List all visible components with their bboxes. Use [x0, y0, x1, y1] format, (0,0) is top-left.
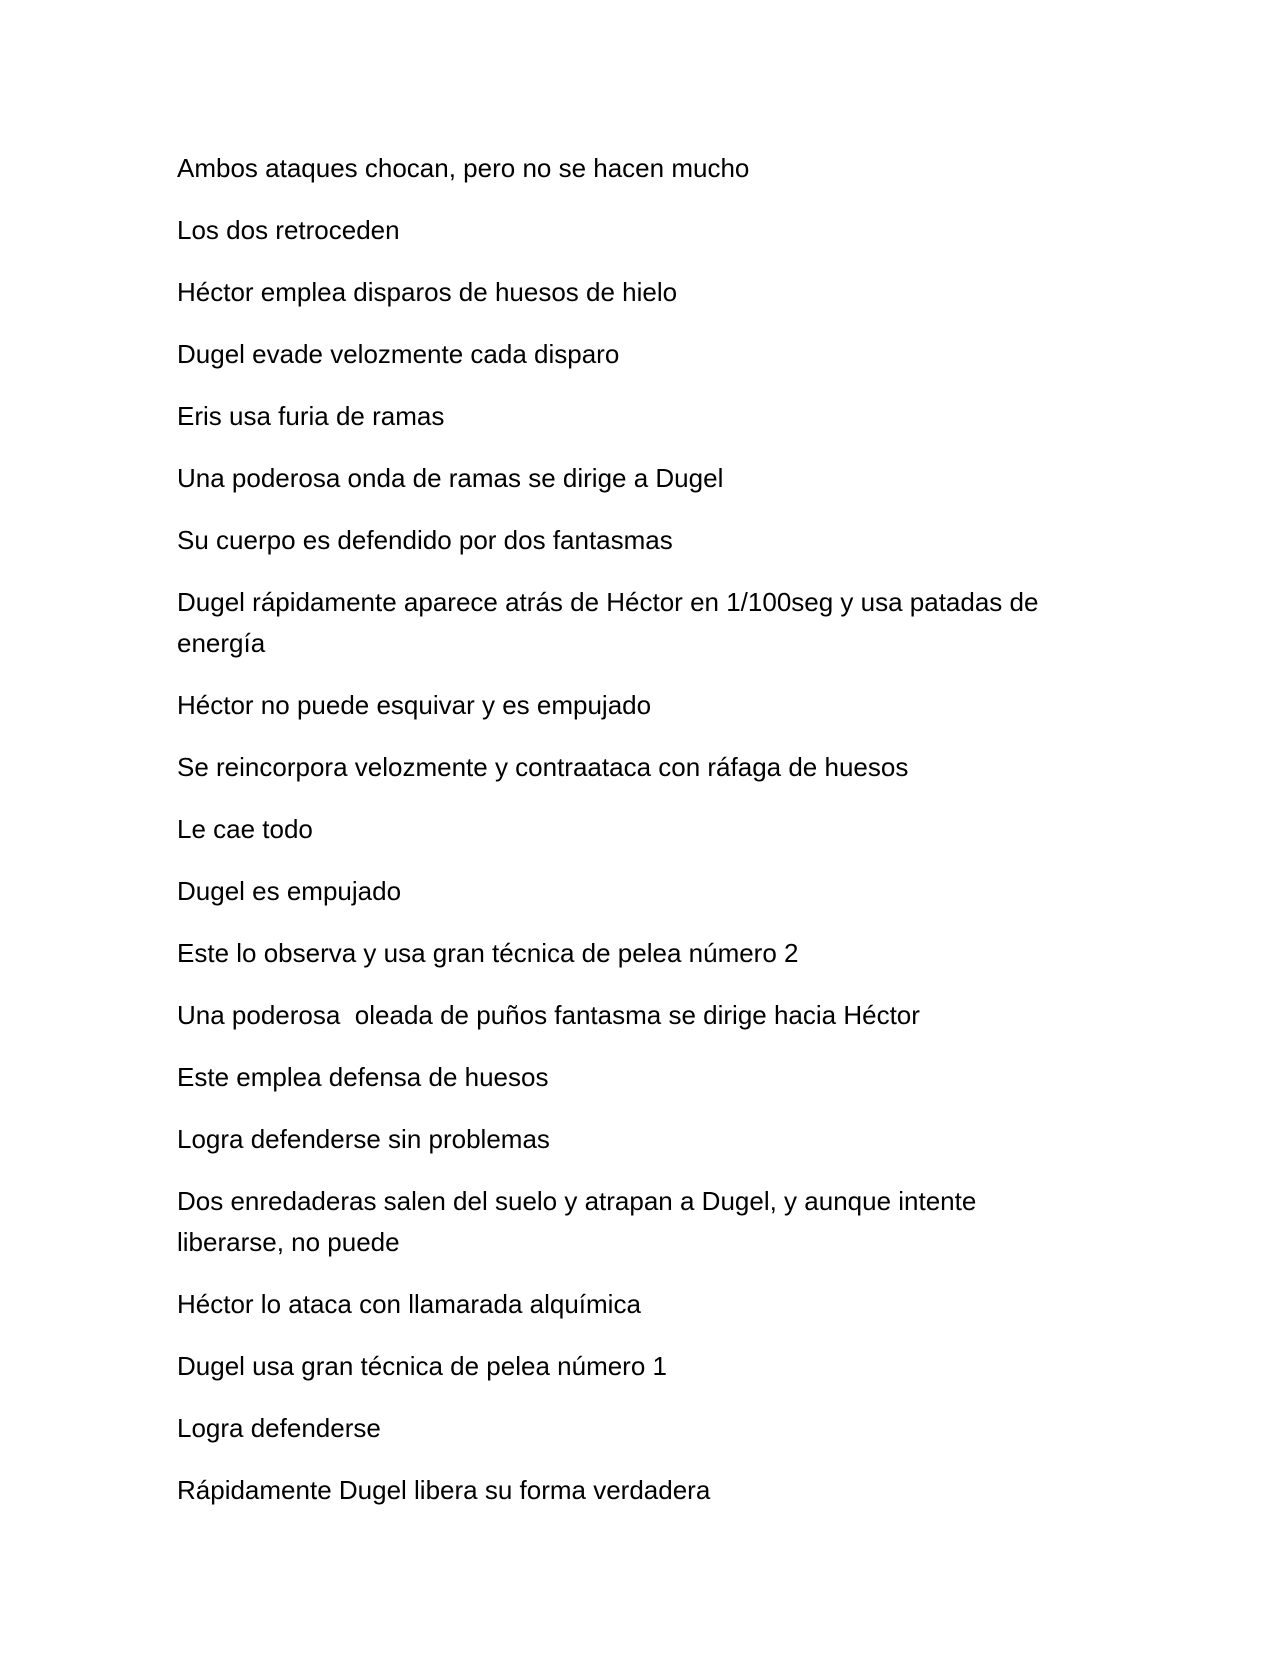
paragraph: Dos enredaderas salen del suelo y atrapan a Dugel, y aunque intente liberarse, no puede: [177, 1186, 984, 1257]
paragraph: Se reincorpora velozmente y contraataca con ráfaga de huesos: [177, 752, 909, 782]
paragraph: Logra defenderse sin problemas: [177, 1124, 550, 1154]
paragraph: Este lo observa y usa gran técnica de pelea número 2: [177, 938, 799, 968]
paragraph: Dugel rápidamente aparece atrás de Héctor en 1/100seg y usa patadas de energía: [177, 587, 1046, 658]
paragraph: Héctor no puede esquivar y es empujado: [177, 690, 652, 720]
document-body: [177, 148, 1077, 1532]
paragraph: Una poderosa onda de ramas se dirige a Dugel: [177, 463, 724, 493]
paragraph: Dugel usa gran técnica de pelea número 1: [177, 1351, 667, 1381]
paragraph: Rápidamente Dugel libera su forma verdadera: [177, 1475, 711, 1505]
paragraph: Ambos ataques chocan, pero no se hacen mucho: [177, 153, 750, 183]
paragraph: Dugel es empujado: [177, 876, 402, 906]
paragraph: Héctor lo ataca con llamarada alquímica: [177, 1289, 641, 1319]
paragraph: Los dos retroceden: [177, 215, 400, 245]
paragraph: Le cae todo: [177, 814, 313, 844]
paragraph: Su cuerpo es defendido por dos fantasmas: [177, 525, 673, 555]
paragraph: Una poderosa oleada de puños fantasma se dirige hacia Héctor: [177, 1000, 920, 1030]
paragraph: Dugel evade velozmente cada disparo: [177, 339, 620, 369]
paragraph: Eris usa furia de ramas: [177, 401, 445, 431]
paragraph: Este emplea defensa de huesos: [177, 1062, 549, 1092]
paragraph: Héctor emplea disparos de huesos de hielo: [177, 277, 678, 307]
paragraph: Logra defenderse: [177, 1413, 381, 1443]
